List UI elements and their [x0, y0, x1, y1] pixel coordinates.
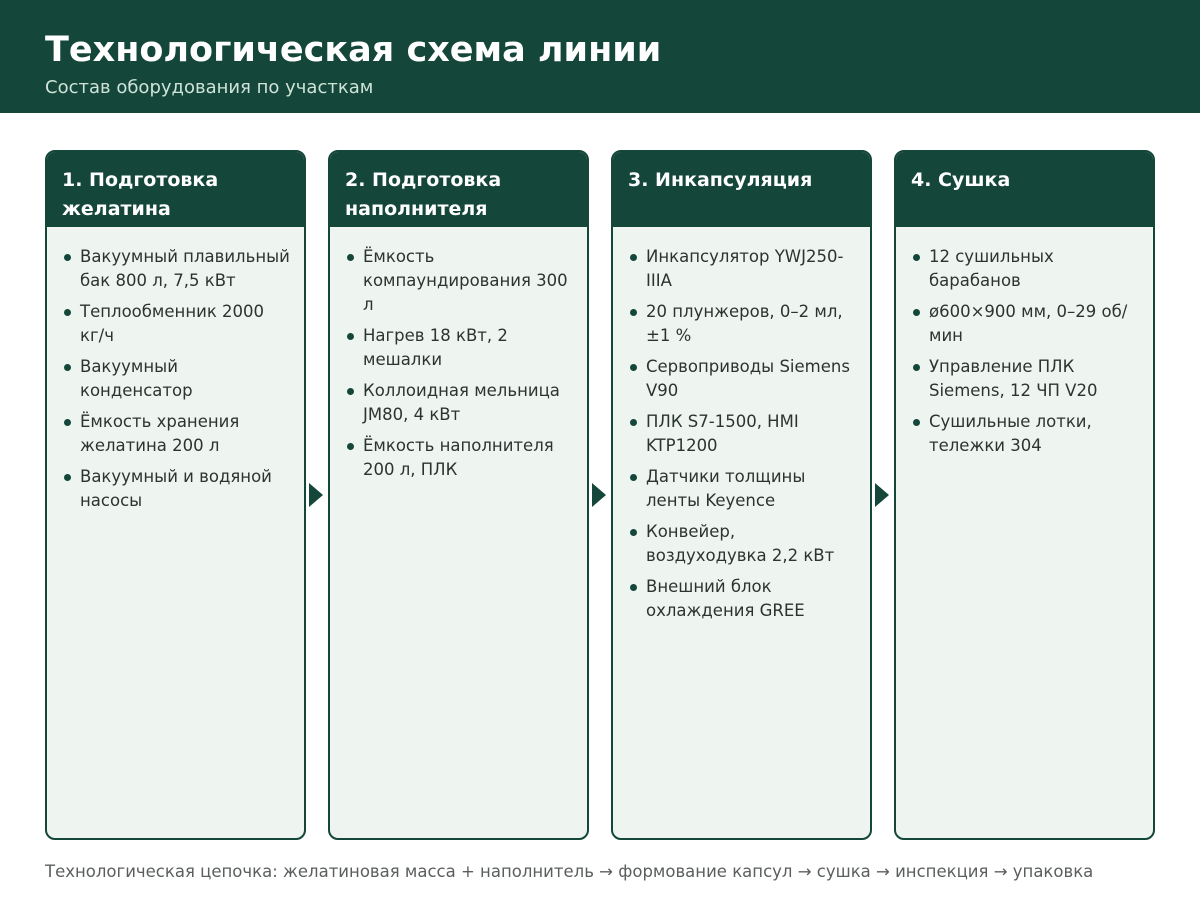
stage-card-gelatin: [45, 150, 306, 840]
flow-arrow-icon: [309, 483, 323, 507]
stage-item: Датчики толщины ленты Keyence: [628, 465, 856, 513]
stage-item: Ёмкость хранения желатина 200 л: [62, 410, 290, 458]
stage-item: Теплообменник 2000 кг/ч: [62, 300, 290, 348]
stage-item: Сервоприводы Siemens V90: [628, 355, 856, 403]
process-chain-note: Технологическая цепочка: желатиновая масса + наполнитель → формование капсул → сушка → инспекция → упаковка: [45, 862, 1094, 881]
stage-item: 12 сушильных барабанов: [911, 245, 1139, 293]
stage-title: 2. Подготовка наполнителя: [330, 152, 587, 227]
flow-arrow-icon: [592, 483, 606, 507]
header-banner: [0, 0, 1200, 113]
stage-item: Управление ПЛК Siemens, 12 ЧП V20: [911, 355, 1139, 403]
stage-item: Вакуумный и водяной насосы: [62, 465, 290, 513]
stage-items: [613, 227, 870, 623]
stage-item: Ёмкость наполнителя 200 л, ПЛК: [345, 434, 573, 482]
stage-card-encapsulation: [611, 150, 872, 840]
stage-item: ПЛК S7-1500, HMI KTP1200: [628, 410, 856, 458]
stage-item: Ёмкость компаундирования 300 л: [345, 245, 573, 317]
stage-card-drying: [894, 150, 1155, 840]
stage-item: Вакуумный плавильный бак 800 л, 7,5 кВт: [62, 245, 290, 293]
stage-item: 20 плунжеров, 0–2 мл, ±1 %: [628, 300, 856, 348]
page-subtitle: Состав оборудования по участкам: [45, 77, 374, 98]
stage-item: ø600×900 мм, 0–29 об/мин: [911, 300, 1139, 348]
stage-item: Инкапсулятор YWJ250-IIIA: [628, 245, 856, 293]
stage-item: Сушильные лотки, тележки 304: [911, 410, 1139, 458]
stage-title: 3. Инкапсуляция: [613, 152, 870, 227]
stage-card-filler: [328, 150, 589, 840]
stage-item: Нагрев 18 кВт, 2 мешалки: [345, 324, 573, 372]
stage-item: Вакуумный конденсатор: [62, 355, 290, 403]
stage-items: [330, 227, 587, 482]
stage-item: Внешний блок охлаждения GREE: [628, 575, 856, 623]
flow-arrow-icon: [875, 483, 889, 507]
stage-item: Коллоидная мельница JM80, 4 кВт: [345, 379, 573, 427]
stage-items: [896, 227, 1153, 458]
stage-title: 1. Подготовка желатина: [47, 152, 304, 227]
stage-item: Конвейер, воздуходувка 2,2 кВт: [628, 520, 856, 568]
stage-title: 4. Сушка: [896, 152, 1153, 227]
page-title: Технологическая схема линии: [45, 30, 662, 70]
stage-items: [47, 227, 304, 513]
